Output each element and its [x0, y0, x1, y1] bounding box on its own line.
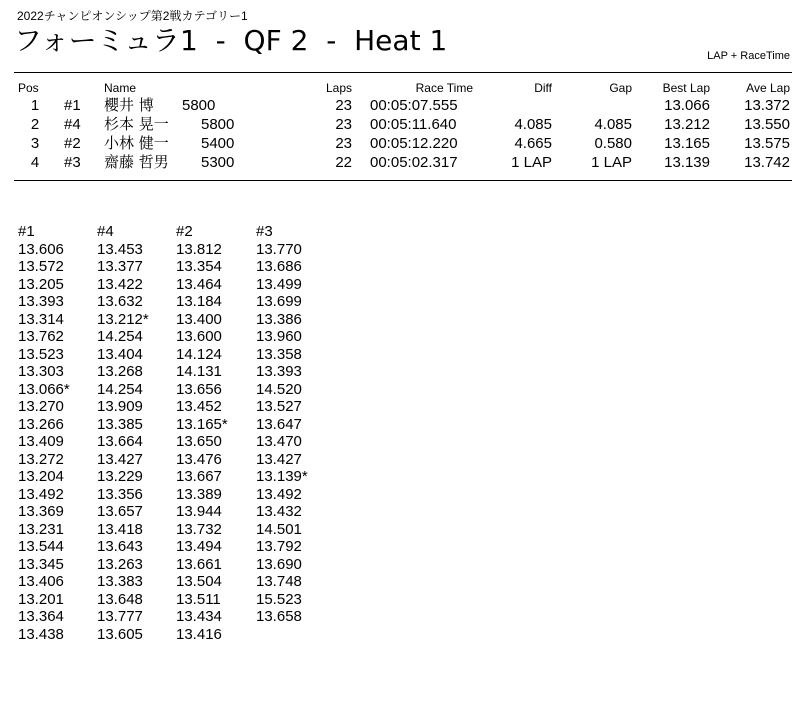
lap-time-cell: 13.499 — [256, 275, 302, 293]
lap-time-cell: 13.066* — [18, 380, 70, 398]
result-race-time: 00:05:11.640 — [370, 116, 457, 133]
lap-time-cell: 13.389 — [176, 485, 222, 503]
lap-time-cell: 13.453 — [97, 240, 143, 258]
lap-time-cell: 13.358 — [256, 345, 302, 363]
col-header-name: Name — [104, 81, 137, 95]
result-gap: 4.085 — [594, 116, 632, 133]
col-header-diff: Diff — [534, 81, 552, 95]
lap-time-cell: 13.270 — [18, 398, 64, 415]
lap-time-cell: 13.527 — [256, 398, 302, 415]
lap-time-cell: 13.229 — [97, 468, 143, 485]
result-race-time: 00:05:12.220 — [370, 135, 458, 152]
lap-time-cell: 13.492 — [18, 485, 64, 503]
lap-time-cell: 13.732 — [176, 520, 222, 538]
lap-time-cell: 13.648 — [97, 590, 143, 608]
lap-time-cell: 13.393 — [18, 293, 64, 310]
lap-time-cell: 13.792 — [256, 538, 302, 555]
result-best-lap: 13.139 — [664, 154, 710, 171]
result-best-lap: 13.212 — [664, 116, 710, 133]
lap-time-cell: 13.263 — [97, 555, 143, 573]
col-header-gap: Gap — [609, 81, 632, 95]
page-title: フォーミュラ1 - QF 2 - Heat 1 — [14, 24, 448, 57]
results-table — [0, 80, 800, 172]
result-pos: 2 — [30, 116, 40, 133]
lap-time-cell: 13.606 — [18, 240, 64, 258]
lap-time-cell: 13.404 — [97, 345, 143, 363]
lap-time-cell: 14.254 — [97, 380, 143, 398]
lap-time-cell: 13.201 — [18, 590, 64, 608]
lap-time-cell: 13.184 — [176, 293, 222, 310]
lap-time-cell: 14.254 — [97, 328, 143, 345]
lap-time-cell: 14.124 — [176, 345, 222, 363]
lap-time-cell: 13.393 — [256, 363, 302, 380]
lap-time-cell: 13.386 — [256, 310, 302, 328]
lap-time-cell: 13.643 — [97, 538, 143, 555]
lap-time-cell: 13.452 — [176, 398, 222, 415]
lap-time-cell: 13.400 — [176, 310, 222, 328]
lap-column — [18, 223, 98, 643]
results-divider — [14, 180, 792, 181]
lap-time-cell: 13.762 — [18, 328, 64, 345]
col-header-pos: Pos — [18, 81, 39, 95]
lap-time-cell: 13.699 — [256, 293, 302, 310]
lap-time-cell: 13.511 — [176, 590, 221, 608]
result-gap: 0.580 — [594, 135, 632, 152]
result-pos: 1 — [30, 97, 40, 114]
lap-time-cell: 13.427 — [97, 450, 143, 468]
result-ave-lap: 13.575 — [744, 135, 790, 152]
lap-time-cell: 13.544 — [18, 538, 64, 555]
result-driver-name: 櫻井 博 — [104, 96, 154, 114]
lap-column-header: #3 — [256, 223, 273, 240]
lap-time-cell: 13.314 — [18, 310, 64, 328]
lap-time-cell: 13.303 — [18, 363, 64, 380]
lap-time-cell: 13.422 — [97, 275, 143, 293]
lap-time-cell: 13.385 — [97, 415, 143, 433]
result-pos: 3 — [30, 135, 40, 152]
header-divider — [14, 72, 792, 73]
lap-column — [176, 223, 256, 643]
result-car-number: #2 — [64, 135, 81, 152]
result-car-number: #4 — [64, 116, 81, 133]
col-header-best-lap: Best Lap — [662, 81, 710, 95]
lap-time-cell: 13.345 — [18, 555, 64, 573]
lap-time-cell: 13.369 — [18, 503, 64, 520]
lap-time-cell: 13.427 — [256, 450, 302, 468]
lap-time-cell: 13.139* — [256, 468, 308, 485]
lap-time-cell: 13.777 — [97, 608, 143, 625]
lap-time-cell: 13.470 — [256, 433, 302, 450]
lap-time-cell: 13.523 — [18, 345, 64, 363]
result-diff: 4.665 — [514, 135, 552, 152]
result-laps: 23 — [335, 116, 352, 133]
lap-time-cell: 13.605 — [97, 625, 143, 643]
col-header-ave-lap: Ave Lap — [746, 81, 790, 95]
lap-time-cell: 14.520 — [256, 380, 302, 398]
result-ave-lap: 13.550 — [744, 116, 790, 133]
lap-time-cell: 15.523 — [256, 590, 302, 608]
result-diff: 1 LAP — [511, 154, 552, 171]
lap-time-cell: 13.377 — [97, 258, 143, 275]
result-driver-name: 齋藤 哲男 — [104, 153, 169, 171]
lap-time-cell: 13.650 — [176, 433, 222, 450]
results-row — [0, 153, 800, 172]
lap-time-cell: 13.658 — [256, 608, 302, 625]
lap-racetime-label: LAP + RaceTime — [707, 50, 790, 62]
lap-time-cell: 13.656 — [176, 380, 222, 398]
lap-time-cell: 13.504 — [176, 573, 222, 590]
lap-time-cell: 13.464 — [176, 275, 222, 293]
lap-time-cell: 13.944 — [176, 503, 222, 520]
results-header-row — [0, 80, 800, 96]
results-row — [0, 96, 800, 115]
lap-time-cell: 13.268 — [97, 363, 143, 380]
lap-time-cell: 13.432 — [256, 503, 302, 520]
result-points: 5800 — [182, 97, 216, 114]
lap-time-cell: 13.647 — [256, 415, 302, 433]
lap-time-cell: 13.600 — [176, 328, 222, 345]
lap-time-cell: 13.770 — [256, 240, 302, 258]
lap-column-header: #4 — [97, 223, 114, 240]
lap-time-cell: 13.664 — [97, 433, 143, 450]
result-best-lap: 13.165 — [664, 135, 710, 152]
lap-time-cell: 13.231 — [18, 520, 64, 538]
lap-time-cell: 13.409 — [18, 433, 64, 450]
lap-column-header: #1 — [18, 223, 35, 240]
lap-time-cell: 13.204 — [18, 468, 64, 485]
lap-time-cell: 13.354 — [176, 258, 222, 275]
lap-time-cell: 13.492 — [256, 485, 302, 503]
lap-time-cell: 13.690 — [256, 555, 302, 573]
event-subtitle: 2022チャンピオンシップ第2戦カテゴリー1 — [17, 9, 248, 23]
result-car-number: #1 — [64, 97, 81, 114]
lap-time-cell: 13.418 — [97, 520, 143, 538]
lap-time-cell: 13.632 — [97, 293, 143, 310]
lap-time-cell: 13.205 — [18, 275, 64, 293]
lap-column-header: #2 — [176, 223, 193, 240]
lap-time-cell: 13.686 — [256, 258, 302, 275]
result-points: 5800 — [201, 116, 235, 133]
result-driver-name: 小林 健一 — [104, 134, 169, 152]
lap-column — [256, 223, 336, 626]
result-diff: 4.085 — [514, 116, 552, 133]
result-best-lap: 13.066 — [664, 97, 710, 114]
results-row — [0, 115, 800, 134]
result-laps: 23 — [335, 135, 352, 152]
lap-time-cell: 13.212* — [97, 310, 149, 328]
lap-time-cell: 13.165* — [176, 415, 228, 433]
lap-time-cell: 13.434 — [176, 608, 222, 625]
result-laps: 22 — [335, 154, 352, 171]
result-pos: 4 — [30, 154, 40, 171]
lap-time-cell: 13.572 — [18, 258, 64, 275]
result-ave-lap: 13.742 — [744, 154, 790, 171]
lap-time-cell: 13.364 — [18, 608, 64, 625]
lap-time-cell: 13.266 — [18, 415, 64, 433]
lap-time-cell: 13.812 — [176, 240, 222, 258]
lap-time-cell: 13.406 — [18, 573, 64, 590]
lap-time-cell: 13.960 — [256, 328, 302, 345]
lap-time-cell: 13.667 — [176, 468, 222, 485]
result-points: 5400 — [201, 135, 235, 152]
lap-column — [97, 223, 177, 643]
lap-time-cell: 13.438 — [18, 625, 64, 643]
result-ave-lap: 13.372 — [744, 97, 790, 114]
result-driver-name: 杉本 晃一 — [104, 115, 169, 133]
result-race-time: 00:05:02.317 — [370, 154, 458, 171]
lap-time-cell: 13.476 — [176, 450, 222, 468]
lap-time-cell: 13.748 — [256, 573, 302, 590]
col-header-race-time: Race Time — [415, 81, 473, 95]
lap-time-cell: 14.131 — [176, 363, 222, 380]
result-car-number: #3 — [64, 154, 81, 171]
lap-time-cell: 13.494 — [176, 538, 222, 555]
lap-time-cell: 13.909 — [97, 398, 143, 415]
result-gap: 1 LAP — [591, 154, 632, 171]
col-header-laps: Laps — [325, 81, 352, 95]
result-laps: 23 — [335, 97, 352, 114]
lap-time-cell: 13.661 — [176, 555, 222, 573]
lap-time-cell: 13.657 — [97, 503, 143, 520]
lap-time-cell: 13.416 — [176, 625, 222, 643]
lap-time-cell: 13.272 — [18, 450, 64, 468]
lap-time-cell: 14.501 — [256, 520, 302, 538]
result-race-time: 00:05:07.555 — [370, 97, 458, 114]
lap-time-cell: 13.356 — [97, 485, 143, 503]
result-points: 5300 — [201, 154, 235, 171]
lap-time-cell: 13.383 — [97, 573, 143, 590]
results-row — [0, 134, 800, 153]
